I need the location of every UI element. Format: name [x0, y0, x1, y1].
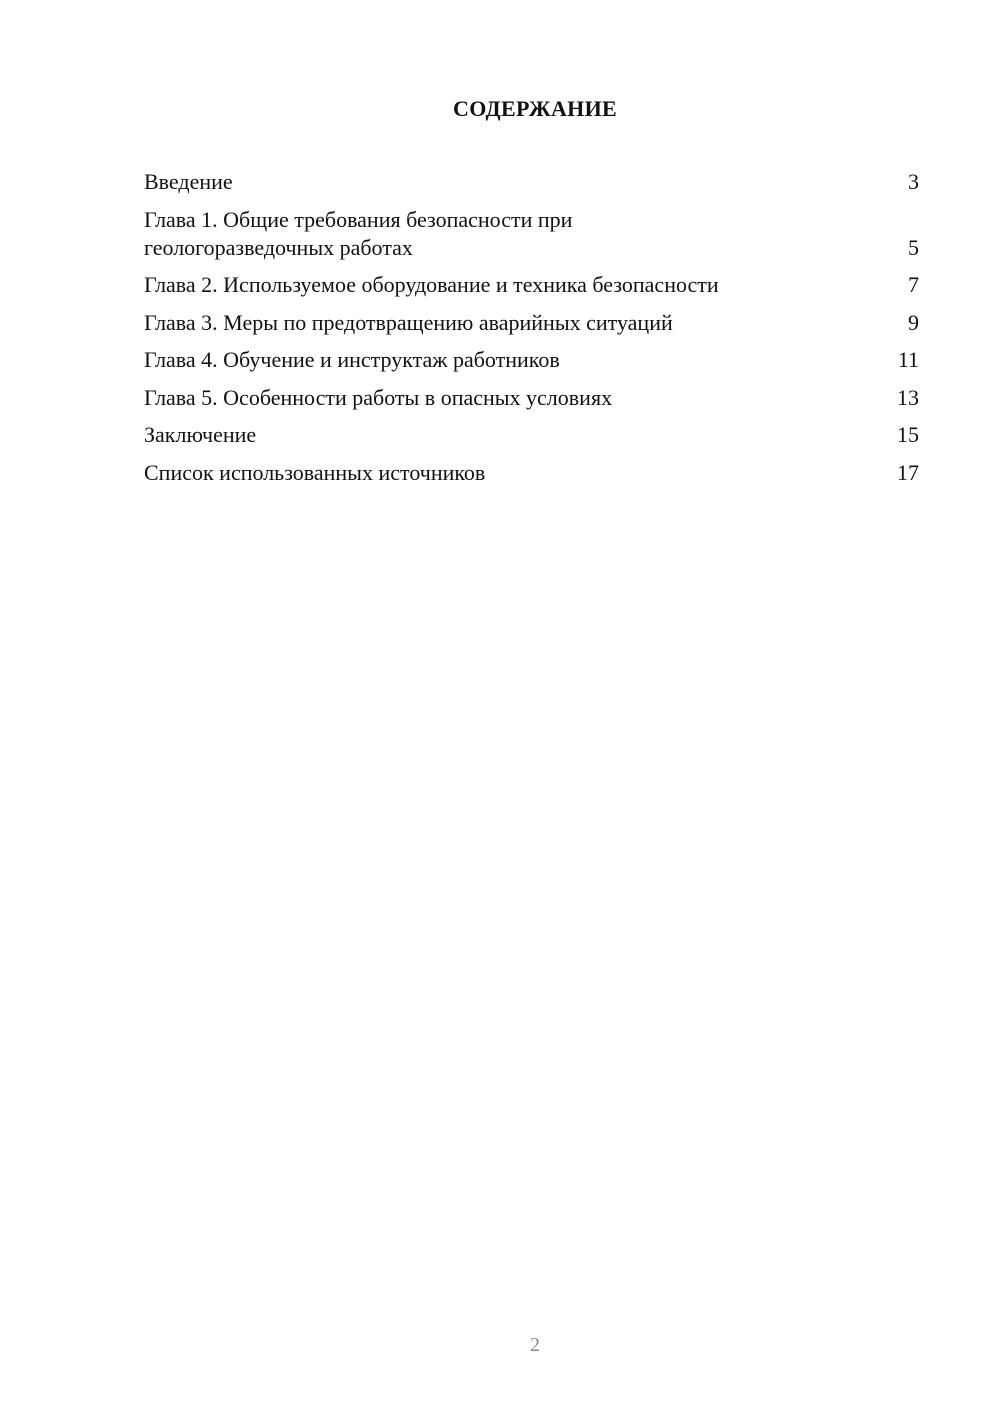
toc-entry-label-line: Глава 2. Используемое оборудование и техника безопасности — [144, 272, 719, 297]
toc-entry-chapter-4 — [144, 346, 919, 374]
toc-entry-page-number: 11 — [897, 347, 919, 372]
toc-entry-label-line: Глава 1. Общие требования безопасности при — [144, 206, 573, 232]
page-number: 2 — [530, 1334, 540, 1356]
toc-entry-chapter-5 — [144, 384, 919, 412]
toc-entry-label — [144, 384, 897, 412]
toc-entry-page-number: 5 — [908, 234, 919, 260]
toc-entry-references — [144, 459, 919, 487]
toc-entry-label-line: Введение — [144, 169, 233, 194]
toc-entry-page-number: 3 — [908, 169, 919, 194]
toc-entry-label — [144, 168, 908, 196]
toc-entry-label-line: Список использованных источников — [144, 459, 486, 485]
toc-entry-label — [144, 346, 898, 374]
toc-entry-label-line: Глава 4. Обучение и инструктаж работников — [144, 347, 560, 372]
toc-entry-page-number: 17 — [897, 459, 919, 485]
toc-entry-label-line: геологоразведочных работах — [144, 234, 413, 260]
toc-entry-label — [144, 271, 908, 299]
toc-entry-label — [144, 421, 897, 449]
toc-entry-chapter-3 — [144, 309, 919, 337]
toc-entry-label — [144, 206, 908, 262]
toc-entry-label — [144, 309, 908, 337]
toc-entry-label-line: Заключение — [144, 422, 257, 447]
toc-entry-chapter-2 — [144, 271, 919, 299]
toc-entry-label-line: Глава 3. Меры по предотвращению аварийных ситуаций — [144, 309, 673, 335]
toc-entry-conclusion — [144, 421, 919, 449]
table-of-contents — [144, 168, 919, 496]
page-title: СОДЕРЖАНИЕ — [453, 96, 617, 121]
toc-entry-chapter-1 — [144, 206, 919, 262]
toc-entry-page-number: 15 — [897, 422, 919, 447]
toc-entry-page-number: 13 — [897, 384, 919, 410]
toc-entry-introduction — [144, 168, 919, 196]
toc-entry-label-line: Глава 5. Особенности работы в опасных условиях — [144, 384, 613, 410]
toc-entry-page-number: 7 — [908, 272, 919, 297]
toc-entry-page-number: 9 — [908, 309, 919, 335]
toc-entry-label — [144, 459, 897, 487]
